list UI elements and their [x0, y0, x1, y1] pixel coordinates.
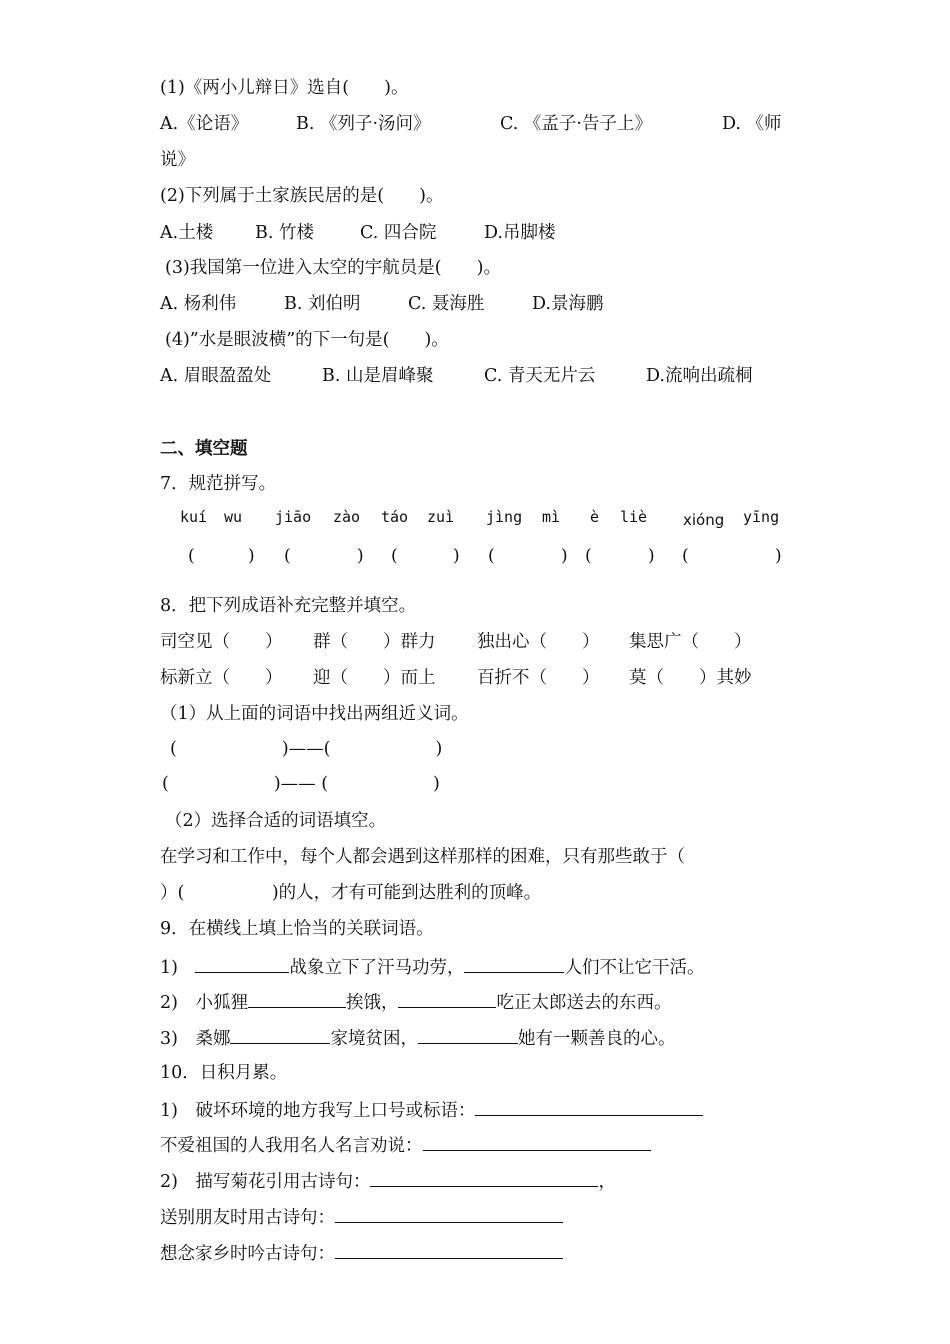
- idiom-item: 集思广（ ）: [629, 632, 752, 652]
- q6-2-stem: (2)下列属于土家族民居的是( )。: [160, 186, 444, 206]
- blank-line[interactable]: [370, 1168, 598, 1187]
- q10-line-4-text: 送别朋友时用古诗句：: [160, 1208, 335, 1228]
- answer-paren-open: (: [585, 546, 592, 566]
- idiom-item: 迎（ ）而上: [313, 668, 436, 688]
- q6-1-option-d-cont: 说》: [160, 150, 195, 170]
- q6-2-option-c: C. 四合院: [360, 223, 437, 243]
- q8-sub1: （1）从上面的词语中找出两组近义词。: [160, 704, 469, 724]
- pinyin: liè: [620, 508, 648, 526]
- synonym-pair-2: ( )—— ( ): [162, 774, 440, 794]
- pinyin: zào: [333, 508, 361, 526]
- idiom-item: 标新立（ ）: [160, 668, 283, 688]
- q10-line-1: [160, 1097, 703, 1123]
- q9-line-2-mid: 挨饿，: [345, 993, 399, 1013]
- q10-title: 10．日积月累。: [160, 1063, 288, 1083]
- idiom-item: 莫（ ）其妙: [629, 668, 752, 688]
- q9-line-1-end: 人们不让它干活。: [564, 958, 705, 978]
- answer-paren-open: (: [284, 546, 291, 566]
- q10-line-1-text: 1) 破坏环境的地方我写上口号或标语：: [160, 1101, 476, 1121]
- q9-line-2: [160, 989, 671, 1015]
- pinyin: xióng: [683, 511, 725, 529]
- q8-fill-text-2: ）( )的人，才有可能到达胜利的顶峰。: [160, 883, 542, 903]
- q6-2-option-b: B. 竹楼: [255, 223, 314, 243]
- q8-fill-text-1: 在学习和工作中，每个人都会遇到这样那样的困难，只有那些敢于（: [160, 847, 685, 867]
- pinyin: è: [590, 508, 600, 526]
- q9-line-2-start: 2) 小狐狸: [160, 993, 248, 1013]
- blank-line[interactable]: [464, 954, 564, 973]
- q8-sub2: （2）选择合适的词语填空。: [165, 811, 387, 831]
- pinyin: jìng: [486, 508, 523, 526]
- synonym-pair-1: ( )——( ): [170, 739, 443, 759]
- q10-line-5-text: 想念家乡时吟古诗句：: [160, 1244, 335, 1264]
- q7-title: 7．规范拼写。: [160, 474, 277, 494]
- blank-line[interactable]: [418, 1025, 518, 1044]
- q9-title: 9．在横线上填上恰当的关联词语。: [160, 919, 434, 939]
- q6-1-stem: (1)《两小儿辩日》选自( )。: [160, 78, 409, 98]
- q6-1-option-c: C. 《孟子·告子上》: [500, 114, 652, 134]
- q10-line-2-text: 不爱祖国的人我用名人名言劝说：: [160, 1136, 423, 1156]
- blank-line[interactable]: [195, 954, 289, 973]
- q10-line-3-text: 2) 描写菊花引用古诗句：: [160, 1172, 371, 1192]
- pinyin: mì: [542, 508, 561, 526]
- q6-4-stem: (4)”水是眼波横”的下一句是( )。: [165, 330, 449, 350]
- blank-line[interactable]: [475, 1097, 703, 1116]
- blank-line[interactable]: [230, 1025, 330, 1044]
- idiom-item: 独出心（ ）: [477, 632, 600, 652]
- idiom-item: 司空见（ ）: [160, 632, 283, 652]
- q10-line-5: [160, 1240, 563, 1266]
- blank-line[interactable]: [248, 989, 346, 1008]
- answer-paren-open: (: [391, 546, 398, 566]
- blank-line[interactable]: [398, 989, 496, 1008]
- q9-line-2-end: 吃正太郎送去的东西。: [496, 993, 672, 1013]
- answer-paren-close: ): [775, 546, 782, 566]
- q9-line-3-start: 3) 桑娜: [160, 1029, 231, 1049]
- q6-3-option-d: D.景海鹏: [532, 294, 604, 314]
- q9-line-1-num: 1): [160, 958, 196, 978]
- answer-paren-close: ): [357, 546, 364, 566]
- pinyin: zuì: [427, 508, 455, 526]
- q6-4-option-c: C. 青天无片云: [484, 366, 596, 386]
- q6-1-option-d: D. 《师: [722, 114, 782, 134]
- answer-paren-close: ): [453, 546, 460, 566]
- q10-line-2: [160, 1132, 651, 1158]
- q6-4-option-b: B. 山是眉峰聚: [322, 366, 434, 386]
- q9-line-3-end: 她有一颗善良的心。: [517, 1029, 676, 1049]
- answer-paren-close: ): [248, 546, 255, 566]
- section-heading: 二、填空题: [160, 439, 248, 459]
- q6-4-option-d: D.流响出疏桐: [646, 366, 753, 386]
- answer-paren-close: ): [648, 546, 655, 566]
- answer-paren-open: (: [488, 546, 495, 566]
- q9-line-3: [160, 1025, 675, 1051]
- pinyin: wu: [224, 508, 243, 526]
- q9-line-3-mid: 家境贫困，: [330, 1029, 418, 1049]
- pinyin: jiāo: [275, 508, 312, 526]
- pinyin: kuí: [180, 508, 208, 526]
- idiom-item: 群（ ）群力: [313, 632, 436, 652]
- blank-line[interactable]: [335, 1204, 563, 1223]
- q6-4-option-a: A. 眉眼盈盈处: [160, 366, 272, 386]
- q10-line-3-end: ，: [598, 1172, 616, 1192]
- q6-2-option-d: D.吊脚楼: [484, 223, 556, 243]
- q10-line-4: [160, 1204, 563, 1230]
- q9-line-1-mid: 战象立下了汗马功劳，: [289, 958, 465, 978]
- blank-line[interactable]: [423, 1132, 651, 1151]
- q6-3-option-b: B. 刘伯明: [284, 294, 361, 314]
- q6-2-option-a: A.土楼: [160, 223, 214, 243]
- blank-line[interactable]: [335, 1240, 563, 1259]
- q6-3-option-c: C. 聂海胜: [408, 294, 485, 314]
- q8-title: 8．把下列成语补充完整并填空。: [160, 596, 417, 616]
- q6-3-stem: (3)我国第一位进入太空的宇航员是( )。: [165, 258, 501, 278]
- pinyin: táo: [381, 508, 409, 526]
- q6-1-option-b: B. 《列子·汤问》: [296, 114, 431, 134]
- idiom-item: 百折不（ ）: [477, 668, 600, 688]
- answer-paren-open: (: [682, 546, 689, 566]
- q6-3-option-a: A. 杨利伟: [160, 294, 237, 314]
- answer-paren-open: (: [188, 546, 195, 566]
- q9-line-1: [160, 954, 704, 980]
- pinyin: yīng: [743, 508, 780, 526]
- q6-1-option-a: A.《论语》: [160, 114, 249, 134]
- q10-line-3: [160, 1168, 616, 1194]
- answer-paren-close: ): [561, 546, 568, 566]
